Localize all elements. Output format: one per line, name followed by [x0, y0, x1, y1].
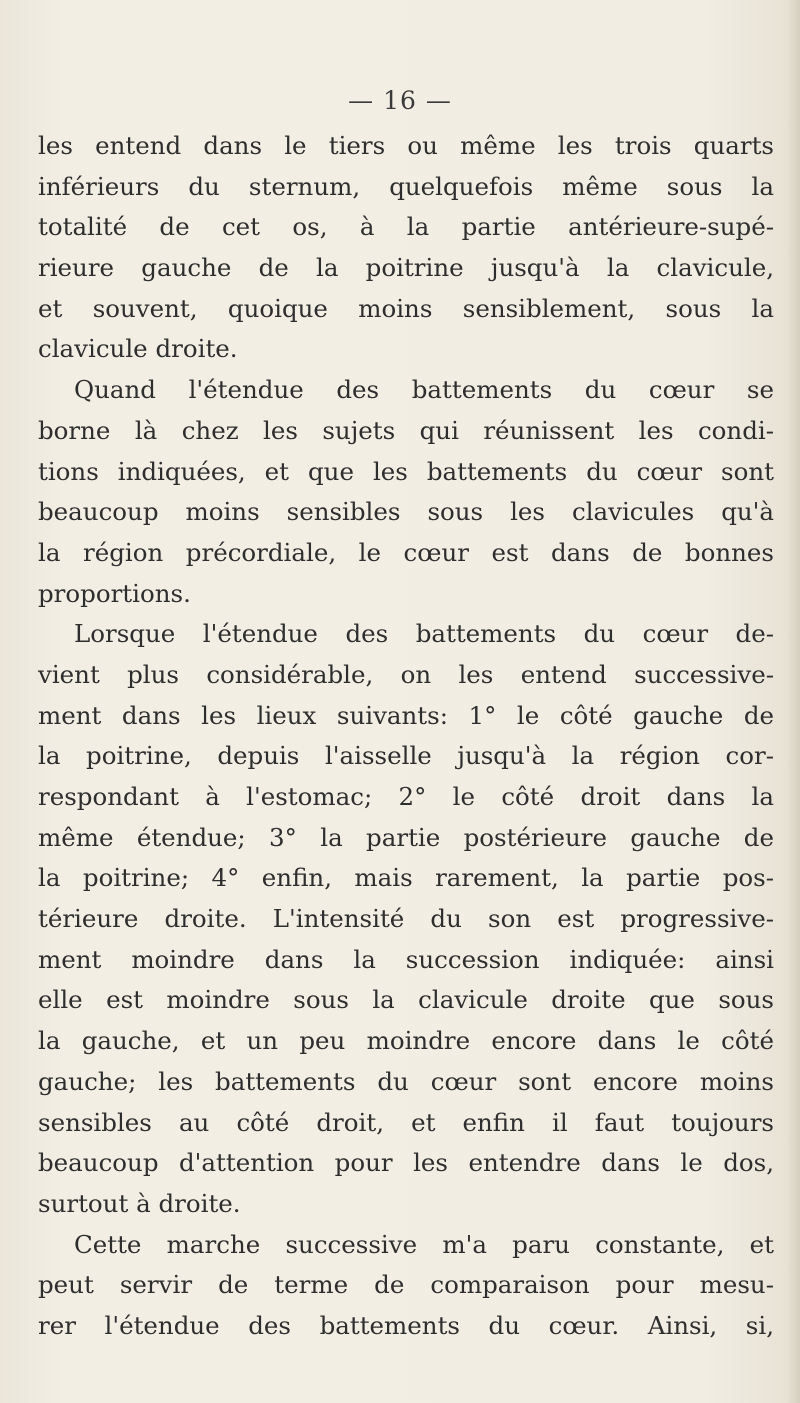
- text-line: et souvent, quoique moins sensiblement, sous la: [38, 293, 774, 323]
- text-line: rieure gauche de la poitrine jusqu'à la clavicule,: [38, 253, 774, 283]
- page-edge-shadow: [786, 0, 800, 1403]
- text-line: totalité de cet os, à la partie antérieure-supé-: [38, 212, 774, 242]
- text-line: tions indiquées, et que les battements du cœur sont: [38, 456, 774, 486]
- paragraph: [38, 370, 774, 614]
- text-line: surtout à droite.: [38, 1188, 241, 1218]
- text-line: rer l'étendue des battements du cœur. Ainsi, si,: [38, 1310, 774, 1340]
- text-line: les entend dans le tiers ou même les trois quarts: [38, 131, 774, 160]
- text-line: elle est moindre sous la clavicule droite que sous: [38, 985, 774, 1015]
- text-line: Quand l'étendue des battements du cœur se: [74, 375, 774, 405]
- text-line: la poitrine; 4° enfin, mais rarement, la partie pos-: [38, 863, 774, 893]
- text-line: même étendue; 3° la partie postérieure gauche de: [38, 822, 774, 852]
- text-line: la gauche, et un peu moindre encore dans le côté: [38, 1026, 774, 1056]
- text-line: clavicule droite.: [38, 334, 238, 364]
- body-text: [38, 126, 774, 1347]
- text-line: gauche; les battements du cœur sont encore moins: [38, 1066, 774, 1096]
- paragraph: [38, 126, 774, 370]
- text-line: sensibles au côté droit, et enfin il faut toujours: [38, 1107, 774, 1137]
- text-line: proportions.: [38, 578, 191, 608]
- text-line: térieure droite. L'intensité du son est progressive-: [38, 904, 774, 934]
- text-line: respondant à l'estomac; 2° le côté droit dans la: [38, 782, 774, 811]
- text-line: ment moindre dans la succession indiquée: ainsi: [38, 944, 774, 974]
- text-line: borne là chez les sujets qui réunissent les condi-: [38, 415, 774, 445]
- paragraph: [38, 614, 774, 1224]
- text-line: beaucoup d'attention pour les entendre dans le dos,: [38, 1148, 774, 1178]
- text-line: vient plus considérable, on les entend successive-: [38, 659, 774, 689]
- text-line: inférieurs du sternum, quelquefois même sous la: [38, 171, 774, 201]
- text-line: Cette marche successive m'a paru constante, et: [74, 1229, 774, 1259]
- text-line: Lorsque l'étendue des battements du cœur de-: [74, 619, 774, 649]
- page-number: — 16 —: [348, 86, 452, 115]
- text-line: beaucoup moins sensibles sous les clavicules qu'à: [38, 497, 774, 527]
- text-line: la poitrine, depuis l'aisselle jusqu'à la région cor-: [38, 741, 774, 771]
- paragraph: [38, 1225, 774, 1347]
- text-line: la région précordiale, le cœur est dans de bonnes: [38, 537, 774, 567]
- text-line: peut servir de terme de comparaison pour mesu-: [38, 1270, 774, 1300]
- text-line: ment dans les lieux suivants: 1° le côté gauche de: [38, 700, 774, 730]
